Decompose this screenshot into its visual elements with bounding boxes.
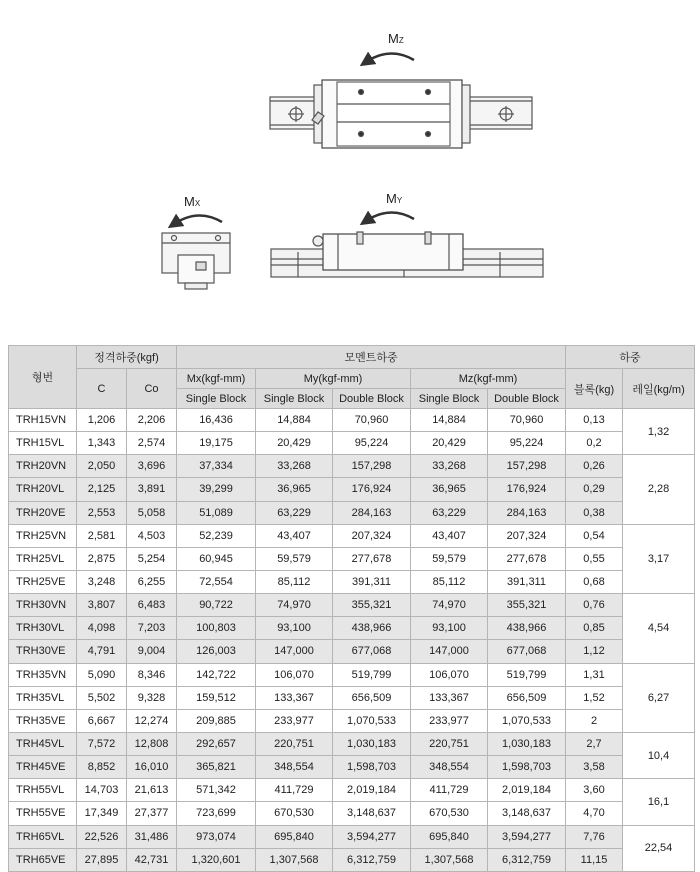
top-view-drawing xyxy=(270,80,532,148)
mz-single-cell: 93,100 xyxy=(411,617,488,640)
my-double-cell: 2,019,184 xyxy=(333,779,411,802)
my-double-cell: 1,030,183 xyxy=(333,732,411,755)
model-cell: TRH20VN xyxy=(9,455,77,478)
c-cell: 2,050 xyxy=(77,455,127,478)
spec-table-body xyxy=(9,409,695,872)
my-double-cell: 519,799 xyxy=(333,663,411,686)
co-cell: 2,574 xyxy=(127,432,177,455)
header-my-double: Double Block xyxy=(333,389,411,409)
mz-double-cell: 1,030,183 xyxy=(488,732,566,755)
model-cell: TRH30VN xyxy=(9,594,77,617)
moment-direction-diagram xyxy=(0,0,700,335)
my-arrow xyxy=(366,212,414,221)
header-model: 형번 xyxy=(9,346,77,409)
model-cell: TRH25VE xyxy=(9,570,77,593)
mx-label-sub: X xyxy=(194,199,201,208)
table-row xyxy=(9,756,695,779)
mz-single-cell: 59,579 xyxy=(411,547,488,570)
svg-text:MZ xyxy=(388,31,404,46)
block-weight-cell: 3,58 xyxy=(566,756,623,779)
mz-double-cell: 519,799 xyxy=(488,663,566,686)
mx-cell: 571,342 xyxy=(177,779,256,802)
my-label-sub: Y xyxy=(396,196,403,205)
table-row xyxy=(9,570,695,593)
mx-cell: 142,722 xyxy=(177,663,256,686)
model-cell: TRH25VN xyxy=(9,524,77,547)
mz-double-cell: 1,598,703 xyxy=(488,756,566,779)
rail-weight-cell: 16,1 xyxy=(623,779,695,825)
co-cell: 2,206 xyxy=(127,409,177,432)
table-row xyxy=(9,709,695,732)
my-double-cell: 3,594,277 xyxy=(333,825,411,848)
header-my: My(kgf-mm) xyxy=(256,369,411,389)
my-double-cell: 157,298 xyxy=(333,455,411,478)
mx-cell: 126,003 xyxy=(177,640,256,663)
table-row xyxy=(9,802,695,825)
my-single-cell: 695,840 xyxy=(256,825,333,848)
my-double-cell: 355,321 xyxy=(333,594,411,617)
my-single-cell: 106,070 xyxy=(256,663,333,686)
block-weight-cell: 3,60 xyxy=(566,779,623,802)
my-double-cell: 656,509 xyxy=(333,686,411,709)
my-double-cell: 95,224 xyxy=(333,432,411,455)
block-weight-cell: 0,38 xyxy=(566,501,623,524)
c-cell: 5,502 xyxy=(77,686,127,709)
table-row xyxy=(9,663,695,686)
block-weight-cell: 0,29 xyxy=(566,478,623,501)
header-my-single: Single Block xyxy=(256,389,333,409)
co-cell: 7,203 xyxy=(127,617,177,640)
my-single-cell: 233,977 xyxy=(256,709,333,732)
header-co: Co xyxy=(127,369,177,409)
mz-double-cell: 355,321 xyxy=(488,594,566,617)
table-row xyxy=(9,732,695,755)
mz-double-cell: 1,070,533 xyxy=(488,709,566,732)
table-row xyxy=(9,501,695,524)
table-row xyxy=(9,779,695,802)
co-cell: 4,503 xyxy=(127,524,177,547)
co-cell: 42,731 xyxy=(127,848,177,871)
block-weight-cell: 11,15 xyxy=(566,848,623,871)
mx-cell: 37,334 xyxy=(177,455,256,478)
c-cell: 5,090 xyxy=(77,663,127,686)
front-view-drawing xyxy=(162,233,230,289)
my-double-cell: 1,070,533 xyxy=(333,709,411,732)
mz-double-cell: 157,298 xyxy=(488,455,566,478)
mz-double-cell: 391,311 xyxy=(488,570,566,593)
block-weight-cell: 4,70 xyxy=(566,802,623,825)
mx-cell: 209,885 xyxy=(177,709,256,732)
c-cell: 2,553 xyxy=(77,501,127,524)
model-cell: TRH20VE xyxy=(9,501,77,524)
c-cell: 14,703 xyxy=(77,779,127,802)
mz-single-cell: 233,977 xyxy=(411,709,488,732)
co-cell: 3,696 xyxy=(127,455,177,478)
model-cell: TRH25VL xyxy=(9,547,77,570)
model-cell: TRH65VE xyxy=(9,848,77,871)
mx-cell: 365,821 xyxy=(177,756,256,779)
mz-double-cell: 2,019,184 xyxy=(488,779,566,802)
mz-single-cell: 411,729 xyxy=(411,779,488,802)
block-weight-cell: 0,68 xyxy=(566,570,623,593)
model-cell: TRH55VE xyxy=(9,802,77,825)
model-cell: TRH65VL xyxy=(9,825,77,848)
mz-single-cell: 20,429 xyxy=(411,432,488,455)
table-row xyxy=(9,825,695,848)
mz-single-cell: 85,112 xyxy=(411,570,488,593)
header-rail-weight: 레일(kg/m) xyxy=(623,369,695,409)
mx-cell: 60,945 xyxy=(177,547,256,570)
table-row xyxy=(9,455,695,478)
block-weight-cell: 0,55 xyxy=(566,547,623,570)
mx-label: M xyxy=(184,194,195,209)
mz-double-cell: 70,960 xyxy=(488,409,566,432)
my-single-cell: 220,751 xyxy=(256,732,333,755)
c-cell: 4,098 xyxy=(77,617,127,640)
table-row xyxy=(9,640,695,663)
block-weight-cell: 0,85 xyxy=(566,617,623,640)
mz-double-cell: 176,924 xyxy=(488,478,566,501)
table-row xyxy=(9,617,695,640)
my-single-cell: 348,554 xyxy=(256,756,333,779)
my-double-cell: 70,960 xyxy=(333,409,411,432)
mz-single-cell: 1,307,568 xyxy=(411,848,488,871)
co-cell: 27,377 xyxy=(127,802,177,825)
model-cell: TRH35VL xyxy=(9,686,77,709)
mz-double-cell: 277,678 xyxy=(488,547,566,570)
block-weight-cell: 0,2 xyxy=(566,432,623,455)
mx-cell: 90,722 xyxy=(177,594,256,617)
table-row xyxy=(9,409,695,432)
header-mz-double: Double Block xyxy=(488,389,566,409)
mx-cell: 19,175 xyxy=(177,432,256,455)
mz-single-cell: 348,554 xyxy=(411,756,488,779)
c-cell: 17,349 xyxy=(77,802,127,825)
header-weight: 하중 xyxy=(566,346,695,369)
block-weight-cell: 0,76 xyxy=(566,594,623,617)
my-single-cell: 670,530 xyxy=(256,802,333,825)
co-cell: 5,254 xyxy=(127,547,177,570)
mx-cell: 723,699 xyxy=(177,802,256,825)
my-double-cell: 284,163 xyxy=(333,501,411,524)
c-cell: 6,667 xyxy=(77,709,127,732)
c-cell: 3,807 xyxy=(77,594,127,617)
mx-cell: 51,089 xyxy=(177,501,256,524)
c-cell: 7,572 xyxy=(77,732,127,755)
mz-single-cell: 106,070 xyxy=(411,663,488,686)
my-double-cell: 438,966 xyxy=(333,617,411,640)
my-double-cell: 1,598,703 xyxy=(333,756,411,779)
mx-cell: 16,436 xyxy=(177,409,256,432)
my-single-cell: 43,407 xyxy=(256,524,333,547)
mx-cell: 52,239 xyxy=(177,524,256,547)
table-row xyxy=(9,478,695,501)
rail-weight-cell: 1,32 xyxy=(623,409,695,455)
c-cell: 1,343 xyxy=(77,432,127,455)
mz-single-cell: 14,884 xyxy=(411,409,488,432)
c-cell: 1,206 xyxy=(77,409,127,432)
co-cell: 9,004 xyxy=(127,640,177,663)
mz-label: M xyxy=(388,31,399,46)
mz-double-cell: 3,594,277 xyxy=(488,825,566,848)
my-single-cell: 85,112 xyxy=(256,570,333,593)
block-weight-cell: 2 xyxy=(566,709,623,732)
mz-label-sub: Z xyxy=(398,36,404,45)
my-single-cell: 36,965 xyxy=(256,478,333,501)
model-cell: TRH45VE xyxy=(9,756,77,779)
c-cell: 27,895 xyxy=(77,848,127,871)
mz-double-cell: 284,163 xyxy=(488,501,566,524)
my-double-cell: 3,148,637 xyxy=(333,802,411,825)
mz-single-cell: 147,000 xyxy=(411,640,488,663)
my-single-cell: 14,884 xyxy=(256,409,333,432)
c-cell: 2,125 xyxy=(77,478,127,501)
side-view-drawing xyxy=(271,232,543,277)
model-cell: TRH15VN xyxy=(9,409,77,432)
mx-cell: 1,320,601 xyxy=(177,848,256,871)
model-cell: TRH55VL xyxy=(9,779,77,802)
co-cell: 9,328 xyxy=(127,686,177,709)
header-moment-load: 모멘트하중 xyxy=(177,346,566,369)
table-row xyxy=(9,686,695,709)
c-cell: 2,875 xyxy=(77,547,127,570)
model-cell: TRH20VL xyxy=(9,478,77,501)
rail-weight-cell: 10,4 xyxy=(623,732,695,778)
c-cell: 2,581 xyxy=(77,524,127,547)
mz-double-cell: 6,312,759 xyxy=(488,848,566,871)
mx-cell: 973,074 xyxy=(177,825,256,848)
mz-arrow xyxy=(366,53,414,62)
header-mz: Mz(kgf-mm) xyxy=(411,369,566,389)
model-cell: TRH35VE xyxy=(9,709,77,732)
my-single-cell: 1,307,568 xyxy=(256,848,333,871)
my-double-cell: 6,312,759 xyxy=(333,848,411,871)
my-single-cell: 59,579 xyxy=(256,547,333,570)
block-weight-cell: 1,52 xyxy=(566,686,623,709)
co-cell: 6,255 xyxy=(127,570,177,593)
rail-weight-cell: 4,54 xyxy=(623,594,695,663)
c-cell: 8,852 xyxy=(77,756,127,779)
mx-arrow xyxy=(174,215,222,224)
table-row xyxy=(9,432,695,455)
my-single-cell: 33,268 xyxy=(256,455,333,478)
block-weight-cell: 1,12 xyxy=(566,640,623,663)
model-cell: TRH45VL xyxy=(9,732,77,755)
mz-single-cell: 63,229 xyxy=(411,501,488,524)
block-weight-cell: 0,54 xyxy=(566,524,623,547)
c-cell: 4,791 xyxy=(77,640,127,663)
mx-cell: 39,299 xyxy=(177,478,256,501)
block-weight-cell: 0,26 xyxy=(566,455,623,478)
mz-single-cell: 133,367 xyxy=(411,686,488,709)
my-single-cell: 133,367 xyxy=(256,686,333,709)
co-cell: 6,483 xyxy=(127,594,177,617)
table-row xyxy=(9,594,695,617)
header-block-weight: 블록(kg) xyxy=(566,369,623,409)
model-cell: TRH30VL xyxy=(9,617,77,640)
model-cell: TRH15VL xyxy=(9,432,77,455)
my-single-cell: 411,729 xyxy=(256,779,333,802)
my-double-cell: 176,924 xyxy=(333,478,411,501)
mz-single-cell: 36,965 xyxy=(411,478,488,501)
mx-cell: 159,512 xyxy=(177,686,256,709)
mz-double-cell: 438,966 xyxy=(488,617,566,640)
co-cell: 21,613 xyxy=(127,779,177,802)
c-cell: 3,248 xyxy=(77,570,127,593)
mx-cell: 292,657 xyxy=(177,732,256,755)
svg-text:MX xyxy=(184,194,201,209)
table-row xyxy=(9,547,695,570)
mz-double-cell: 3,148,637 xyxy=(488,802,566,825)
table-row xyxy=(9,848,695,871)
mz-single-cell: 695,840 xyxy=(411,825,488,848)
co-cell: 5,058 xyxy=(127,501,177,524)
mz-double-cell: 677,068 xyxy=(488,640,566,663)
model-cell: TRH30VE xyxy=(9,640,77,663)
mz-single-cell: 43,407 xyxy=(411,524,488,547)
model-cell: TRH35VN xyxy=(9,663,77,686)
header-c: C xyxy=(77,369,127,409)
my-double-cell: 677,068 xyxy=(333,640,411,663)
co-cell: 31,486 xyxy=(127,825,177,848)
co-cell: 12,808 xyxy=(127,732,177,755)
block-weight-cell: 7,76 xyxy=(566,825,623,848)
rail-weight-cell: 3,17 xyxy=(623,524,695,593)
mz-single-cell: 220,751 xyxy=(411,732,488,755)
co-cell: 12,274 xyxy=(127,709,177,732)
block-weight-cell: 1,31 xyxy=(566,663,623,686)
my-single-cell: 74,970 xyxy=(256,594,333,617)
mx-cell: 72,554 xyxy=(177,570,256,593)
co-cell: 16,010 xyxy=(127,756,177,779)
header-mz-single: Single Block xyxy=(411,389,488,409)
header-static-load: 정격하중(kgf) xyxy=(77,346,177,369)
table-row xyxy=(9,524,695,547)
mz-double-cell: 207,324 xyxy=(488,524,566,547)
my-single-cell: 93,100 xyxy=(256,617,333,640)
block-weight-cell: 0,13 xyxy=(566,409,623,432)
mz-single-cell: 670,530 xyxy=(411,802,488,825)
my-double-cell: 277,678 xyxy=(333,547,411,570)
my-double-cell: 207,324 xyxy=(333,524,411,547)
my-single-cell: 147,000 xyxy=(256,640,333,663)
rail-weight-cell: 22,54 xyxy=(623,825,695,871)
spec-table xyxy=(8,345,695,872)
mz-double-cell: 656,509 xyxy=(488,686,566,709)
mz-double-cell: 95,224 xyxy=(488,432,566,455)
mz-single-cell: 33,268 xyxy=(411,455,488,478)
rail-weight-cell: 2,28 xyxy=(623,455,695,524)
my-single-cell: 20,429 xyxy=(256,432,333,455)
my-label: M xyxy=(386,191,397,206)
mx-cell: 100,803 xyxy=(177,617,256,640)
header-mx: Mx(kgf-mm) xyxy=(177,369,256,389)
c-cell: 22,526 xyxy=(77,825,127,848)
my-single-cell: 63,229 xyxy=(256,501,333,524)
header-mx-single: Single Block xyxy=(177,389,256,409)
rail-weight-cell: 6,27 xyxy=(623,663,695,732)
block-weight-cell: 2,7 xyxy=(566,732,623,755)
co-cell: 3,891 xyxy=(127,478,177,501)
svg-text:MY xyxy=(386,191,403,206)
my-double-cell: 391,311 xyxy=(333,570,411,593)
mz-single-cell: 74,970 xyxy=(411,594,488,617)
co-cell: 8,346 xyxy=(127,663,177,686)
